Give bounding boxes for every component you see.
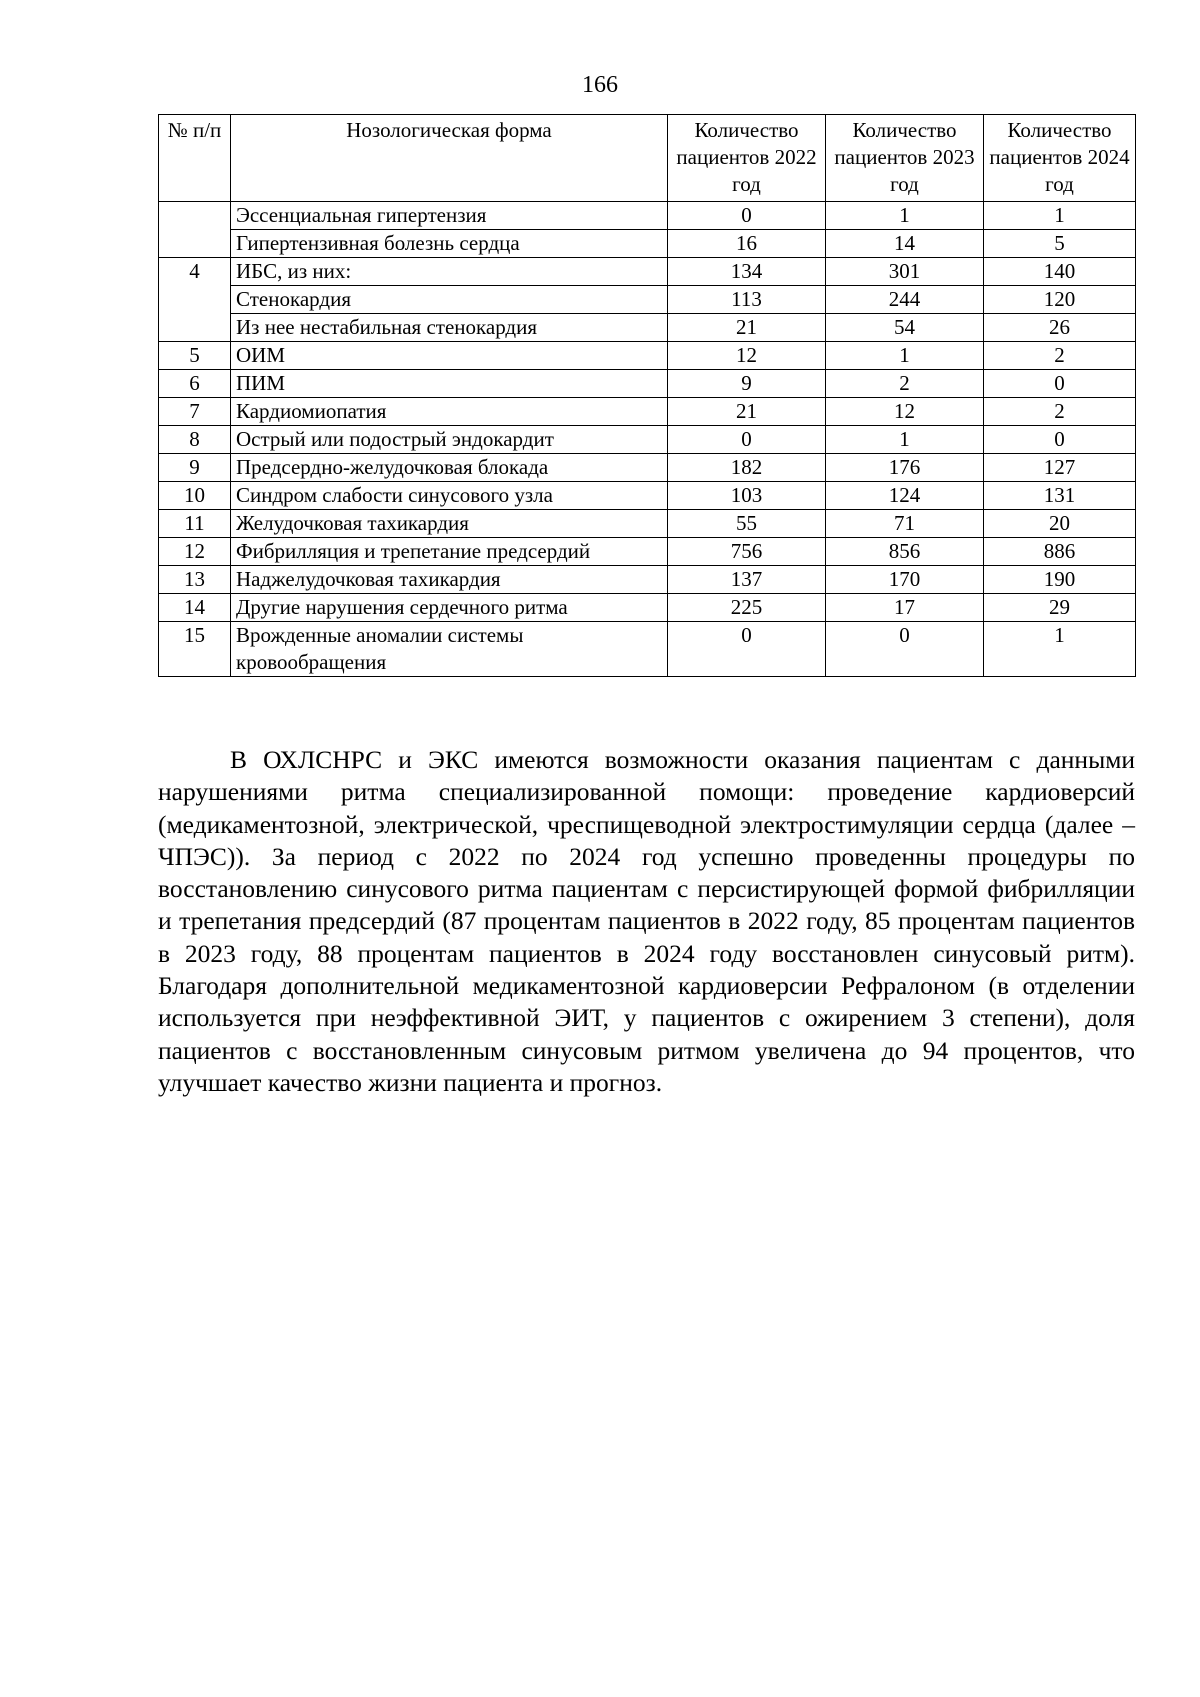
- cell-2023: 1: [826, 202, 984, 230]
- cell-nosology: Синдром слабости синусового узла: [231, 482, 668, 510]
- cell-nosology: Из нее нестабильная стенокардия: [231, 314, 668, 342]
- cell-2024: 120: [984, 286, 1136, 314]
- cell-nosology: Фибрилляция и трепетание предсердий: [231, 538, 668, 566]
- table-row: [159, 566, 1136, 594]
- cell-2024: 5: [984, 230, 1136, 258]
- cell-2022: 21: [668, 314, 826, 342]
- cell-num: 14: [159, 594, 231, 622]
- header-patients-2023: Количество пациентов 2023 год: [826, 115, 984, 202]
- table-row: [159, 594, 1136, 622]
- cell-num: 7: [159, 398, 231, 426]
- table-row: [159, 202, 1136, 230]
- cell-nosology: Желудочковая тахикардия: [231, 510, 668, 538]
- cell-2022: 225: [668, 594, 826, 622]
- cell-2023: 856: [826, 538, 984, 566]
- header-patients-2024: Количество пациентов 2024 год: [984, 115, 1136, 202]
- cell-2022: 9: [668, 370, 826, 398]
- header-num: № п/п: [159, 115, 231, 202]
- cell-2024: 0: [984, 426, 1136, 454]
- cell-2022: 21: [668, 398, 826, 426]
- nosology-table: [158, 114, 1136, 677]
- cell-2023: 71: [826, 510, 984, 538]
- cell-2022: 0: [668, 426, 826, 454]
- cell-2023: 54: [826, 314, 984, 342]
- cell-num: 13: [159, 566, 231, 594]
- cell-2022: 182: [668, 454, 826, 482]
- cell-2024: 127: [984, 454, 1136, 482]
- table-row: [159, 454, 1136, 482]
- cell-num: 15: [159, 622, 231, 677]
- cell-num: [159, 202, 231, 230]
- table-row: [159, 510, 1136, 538]
- cell-num: 6: [159, 370, 231, 398]
- cell-nosology: Гипертензивная болезнь сердца: [231, 230, 668, 258]
- cell-2022: 12: [668, 342, 826, 370]
- table-row: [159, 370, 1136, 398]
- table-row: [159, 482, 1136, 510]
- cell-2024: 2: [984, 398, 1136, 426]
- table-row: [159, 342, 1136, 370]
- cell-2023: 124: [826, 482, 984, 510]
- cell-2022: 103: [668, 482, 826, 510]
- cell-num: [159, 314, 231, 342]
- table-row: [159, 538, 1136, 566]
- cell-num: 10: [159, 482, 231, 510]
- table-row: [159, 258, 1136, 286]
- cell-nosology: Эссенциальная гипертензия: [231, 202, 668, 230]
- cell-2023: 12: [826, 398, 984, 426]
- cell-2024: 20: [984, 510, 1136, 538]
- cell-nosology: ИБС, из них:: [231, 258, 668, 286]
- cell-2023: 170: [826, 566, 984, 594]
- cell-2024: 1: [984, 202, 1136, 230]
- cell-2024: 886: [984, 538, 1136, 566]
- cell-2022: 113: [668, 286, 826, 314]
- table-row: [159, 398, 1136, 426]
- cell-nosology: Предсердно-желудочковая блокада: [231, 454, 668, 482]
- cell-2024: 26: [984, 314, 1136, 342]
- cell-nosology: ОИМ: [231, 342, 668, 370]
- table-row: [159, 286, 1136, 314]
- cell-nosology: ПИМ: [231, 370, 668, 398]
- cell-2022: 16: [668, 230, 826, 258]
- cell-nosology: Врожденные аномалии системы кровообращения: [231, 622, 668, 677]
- cell-num: 4: [159, 258, 231, 286]
- cell-2023: 176: [826, 454, 984, 482]
- table-header-row: [159, 115, 1136, 202]
- cell-2022: 0: [668, 622, 826, 677]
- cell-2022: 0: [668, 202, 826, 230]
- cell-num: [159, 230, 231, 258]
- table-row: [159, 622, 1136, 677]
- page-number: 166: [582, 72, 618, 98]
- cell-2024: 140: [984, 258, 1136, 286]
- cell-num: 8: [159, 426, 231, 454]
- header-patients-2022: Количество пациентов 2022 год: [668, 115, 826, 202]
- cell-nosology: Острый или подострый эндокардит: [231, 426, 668, 454]
- cell-num: 9: [159, 454, 231, 482]
- cell-2023: 14: [826, 230, 984, 258]
- cell-num: [159, 286, 231, 314]
- cell-2024: 131: [984, 482, 1136, 510]
- table-row: [159, 426, 1136, 454]
- table-row: [159, 230, 1136, 258]
- body-paragraph: В ОХЛСНРС и ЭКС имеются возможности оказания пациентам с данными нарушениями ритма специализированной помощи: проведение кардиоверсий (медикаментозной, электрической, чреспищеводной электростимуляции сердца (далее – ЧПЭС)). За период с 2022 по 2024 год успешно проведенны процедуры по восстановлению синусового ритма пациентам с персистирующей формой фибрилляции и трепетания предсердий (87 процентам пациентов в 2022 году, 85 процентам пациентов в 2023 году, 88 процентам пациентов в 2024 году восстановлен синусовый ритм). Благодаря дополнительной медикаментозной кардиоверсии Рефралоном (в отделении используется при неэффективной ЭИТ, у пациентов с ожирением 3 степени), доля пациентов с восстановленным синусовым ритмом увеличена до 94 процентов, что улучшает качество жизни пациента и прогноз.: [158, 745, 1135, 1097]
- cell-2022: 756: [668, 538, 826, 566]
- table-body: [159, 202, 1136, 677]
- cell-2024: 190: [984, 566, 1136, 594]
- cell-2024: 2: [984, 342, 1136, 370]
- cell-2022: 134: [668, 258, 826, 286]
- cell-2023: 17: [826, 594, 984, 622]
- cell-num: 11: [159, 510, 231, 538]
- cell-2023: 1: [826, 342, 984, 370]
- cell-nosology: Наджелудочковая тахикардия: [231, 566, 668, 594]
- cell-2023: 1: [826, 426, 984, 454]
- cell-2022: 137: [668, 566, 826, 594]
- cell-nosology: Кардиомиопатия: [231, 398, 668, 426]
- table-header: [159, 115, 1136, 202]
- cell-2023: 301: [826, 258, 984, 286]
- cell-num: 12: [159, 538, 231, 566]
- cell-2023: 244: [826, 286, 984, 314]
- header-nosology-form: Нозологическая форма: [231, 115, 668, 202]
- cell-2024: 1: [984, 622, 1136, 677]
- cell-num: 5: [159, 342, 231, 370]
- cell-2022: 55: [668, 510, 826, 538]
- cell-2024: 29: [984, 594, 1136, 622]
- cell-2024: 0: [984, 370, 1136, 398]
- cell-nosology: Другие нарушения сердечного ритма: [231, 594, 668, 622]
- table-row: [159, 314, 1136, 342]
- cell-2023: 2: [826, 370, 984, 398]
- cell-2023: 0: [826, 622, 984, 677]
- cell-nosology: Стенокардия: [231, 286, 668, 314]
